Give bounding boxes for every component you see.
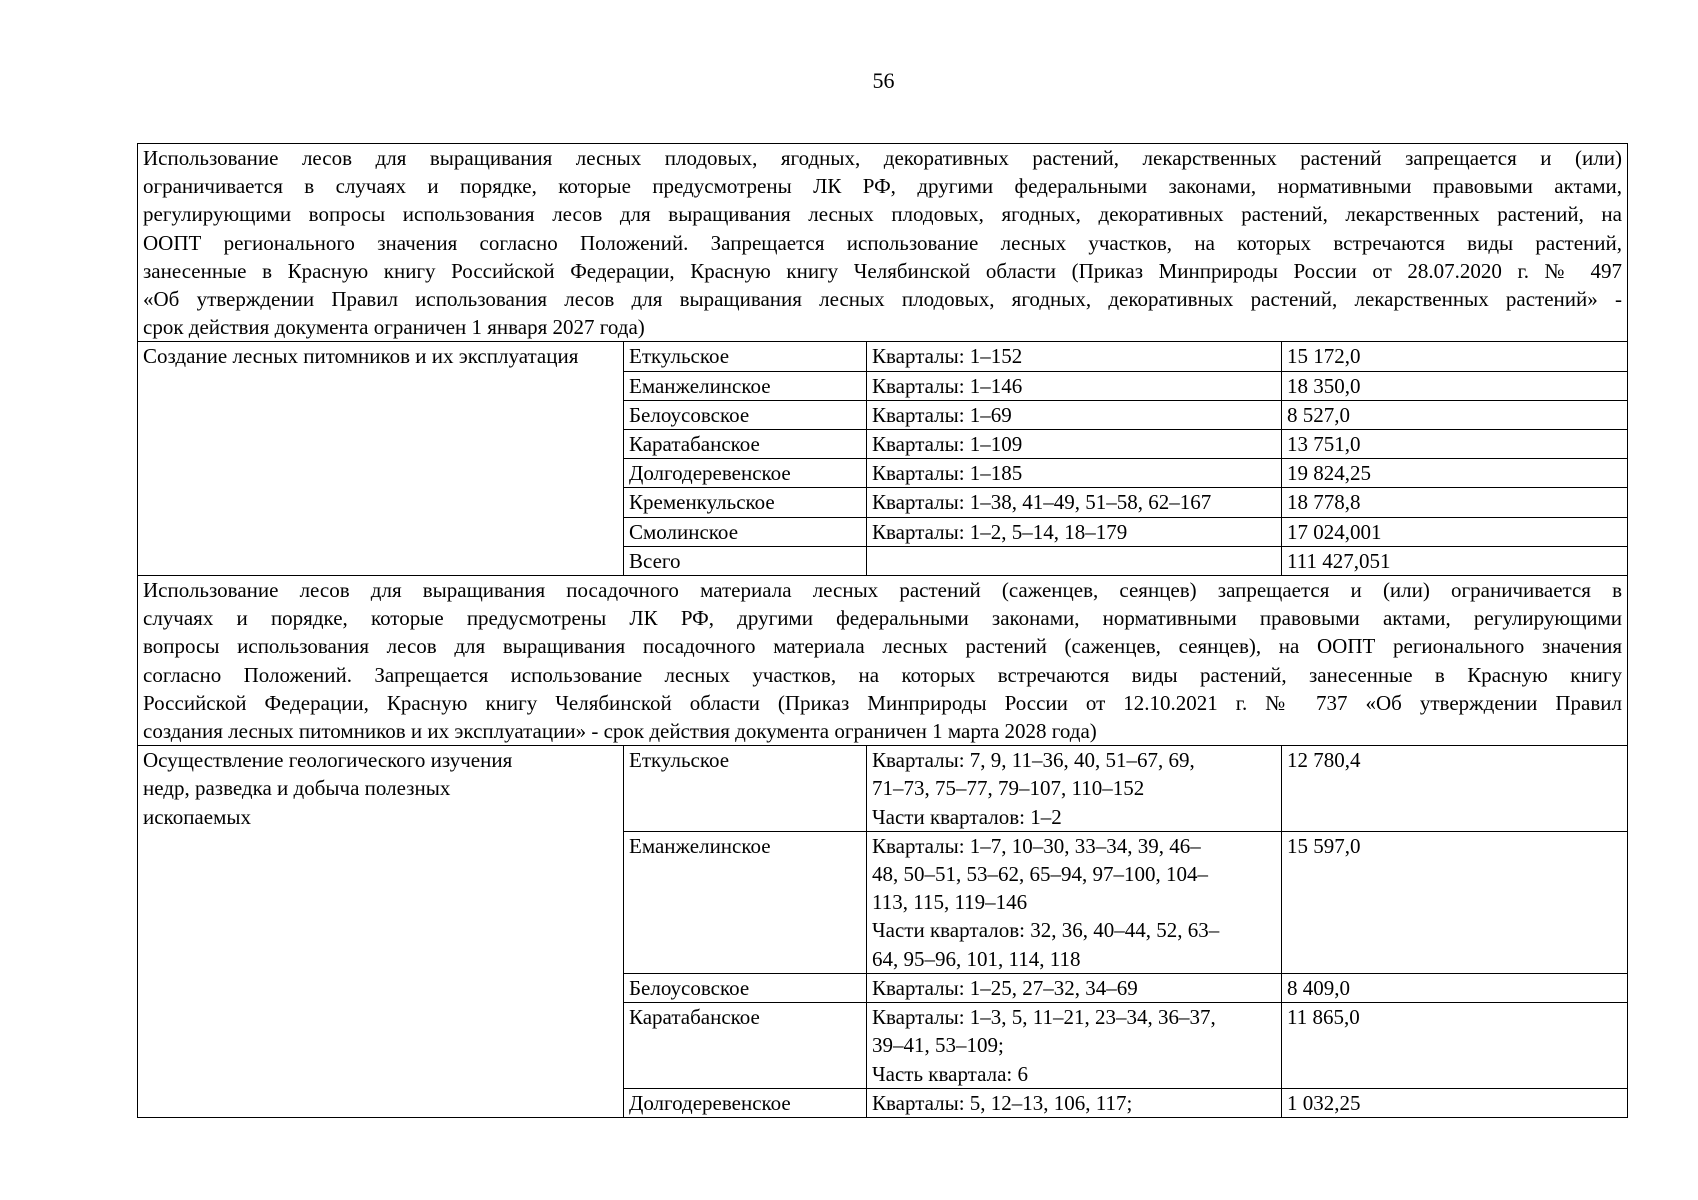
quarters-line: Кварталы: 1–109 (872, 432, 1023, 457)
forestry-cell: Долгодеревенское (624, 1088, 867, 1117)
forestry-cell: Белоусовское (624, 400, 867, 429)
forestry-cell: Белоусовское (624, 973, 867, 1002)
quarters-cell (867, 746, 1282, 832)
forestry-cell: Еманжелинское (624, 371, 867, 400)
activity-label: Создание лесных питомников и их эксплуатация (143, 344, 579, 369)
activity-cell (138, 342, 624, 576)
area-cell: 11 865,0 (1282, 1003, 1628, 1089)
note-row (138, 576, 1628, 746)
quarters-line: Часть квартала: 6 (872, 1061, 1029, 1086)
quarters-line: Кварталы: 1–2, 5–14, 18–179 (872, 519, 1128, 544)
quarters-cell (867, 831, 1282, 973)
quarters-cell (867, 400, 1282, 429)
quarters-line: 39–41, 53–109; (872, 1033, 1004, 1058)
quarters-cell (867, 517, 1282, 546)
forestry-cell: Смолинское (624, 517, 867, 546)
page-number: 56 (872, 68, 895, 93)
quarters-line: Кварталы: 7, 9, 11–36, 40, 51–67, 69, (872, 748, 1195, 773)
forestry-cell: Еманжелинское (624, 831, 867, 973)
quarters-cell (867, 459, 1282, 488)
note-cell (138, 144, 1628, 342)
area-cell: 15 597,0 (1282, 831, 1628, 973)
forest-use-table (137, 143, 1628, 1118)
area-cell: 17 024,001 (1282, 517, 1628, 546)
quarters-cell (867, 371, 1282, 400)
quarters-cell (867, 1003, 1282, 1089)
area-cell: 18 778,8 (1282, 488, 1628, 517)
quarters-line: Кварталы: 1–25, 27–32, 34–69 (872, 975, 1138, 1000)
area-cell: 18 350,0 (1282, 371, 1628, 400)
forestry-cell: Еткульское (624, 342, 867, 371)
note-line: вопросы использования лесов для выращивания посадочного материала лесных растений (саженцев, сеянцев), на ООПТ регионального значения (143, 634, 1622, 659)
note-row (138, 144, 1628, 342)
quarters-line: Кварталы: 1–185 (872, 461, 1023, 486)
note-line: Использование лесов для выращивания посадочного материала лесных растений (саженцев, сеянцев) запрещается и (или) ограничивается в (143, 578, 1622, 603)
area-cell: 15 172,0 (1282, 342, 1628, 371)
table-row (138, 746, 1628, 832)
quarters-line: Кварталы: 1–69 (872, 402, 1012, 427)
table-row (138, 342, 1628, 371)
area-cell: 8 527,0 (1282, 400, 1628, 429)
area-cell: 8 409,0 (1282, 973, 1628, 1002)
note-line: случаях и порядке, которые предусмотрены ЛК РФ, другими федеральными законами, нормативными правовыми актами, регулирующими (143, 606, 1622, 631)
note-line: Использование лесов для выращивания лесных плодовых, ягодных, декоративных растений, лекарственных растений запрещается и (или) (143, 146, 1622, 170)
note-line: регулирующими вопросы использования лесов для выращивания лесных плодовых, ягодных, декоративных растений, лекарственных растений, на (143, 202, 1622, 227)
quarters-line: 113, 115, 119–146 (872, 890, 1028, 915)
quarters-cell (867, 973, 1282, 1002)
activity-line: недр, разведка и добыча полезных (143, 776, 451, 801)
quarters-line: 71–73, 75–77, 79–107, 110–152 (872, 776, 1145, 801)
quarters-cell (867, 488, 1282, 517)
forestry-cell: Каратабанское (624, 430, 867, 459)
forestry-cell: Долгодеревенское (624, 459, 867, 488)
area-cell: 111 427,051 (1282, 546, 1628, 575)
area-cell: 1 032,25 (1282, 1088, 1628, 1117)
quarters-cell (867, 430, 1282, 459)
area-cell: 12 780,4 (1282, 746, 1628, 832)
forestry-cell: Всего (624, 546, 867, 575)
note-line: «Об утверждении Правил использования лесов для выращивания лесных плодовых, ягодных, декоративных растений, лекарственных растений» - (143, 287, 1622, 312)
area-cell: 13 751,0 (1282, 430, 1628, 459)
quarters-line: 48, 50–51, 53–62, 65–94, 97–100, 104– (872, 862, 1208, 887)
quarters-line: 64, 95–96, 101, 114, 118 (872, 946, 1081, 971)
note-line: Российской Федерации, Красную книгу Челябинской области (Приказ Минприроды России от 12.10.2021 г. № 737 «Об утверждении Правил (143, 690, 1622, 715)
quarters-cell (867, 1088, 1282, 1117)
forestry-cell: Каратабанское (624, 1003, 867, 1089)
quarters-line: Кварталы: 1–38, 41–49, 51–58, 62–167 (872, 490, 1212, 515)
note-line: срок действия документа ограничен 1 января 2027 года) (143, 315, 645, 340)
note-line: согласно Положений. Запрещается использование лесных участков, на которых встречаются виды растений, занесенные в Красную книгу (143, 662, 1622, 687)
note-line: ограничивается в случаях и порядке, которые предусмотрены ЛК РФ, другими федеральными законами, нормативными правовыми актами, (143, 174, 1622, 199)
quarters-line: Кварталы: 1–146 (872, 373, 1023, 398)
quarters-line: Кварталы: 5, 12–13, 106, 117; (872, 1090, 1133, 1115)
quarters-cell (867, 546, 1282, 575)
quarters-line: Кварталы: 1–152 (872, 344, 1023, 369)
note-line: создания лесных питомников и их эксплуатации» - срок действия документа ограничен 1 марта 2028 года) (143, 719, 1097, 744)
note-cell (138, 576, 1628, 746)
activity-line: Осуществление геологического изучения (143, 748, 513, 773)
forestry-cell: Еткульское (624, 746, 867, 832)
note-line: занесенные в Красную книгу Российской Федерации, Красную книгу Челябинской области (Приказ Минприроды России от 28.07.2020 г. № 497 (143, 258, 1622, 283)
activity-cell (138, 746, 624, 1118)
quarters-cell (867, 342, 1282, 371)
quarters-line: Части кварталов: 1–2 (872, 804, 1062, 829)
activity-line: ископаемых (143, 804, 251, 829)
quarters-line: Кварталы: 1–7, 10–30, 33–34, 39, 46– (872, 833, 1201, 858)
forestry-cell: Кременкульское (624, 488, 867, 517)
quarters-line: Кварталы: 1–3, 5, 11–21, 23–34, 36–37, (872, 1005, 1216, 1030)
quarters-line: Части кварталов: 32, 36, 40–44, 52, 63– (872, 918, 1220, 943)
area-cell: 19 824,25 (1282, 459, 1628, 488)
note-line: ООПТ регионального значения согласно Положений. Запрещается использование лесных участков, на которых встречаются виды растений, (143, 230, 1622, 255)
